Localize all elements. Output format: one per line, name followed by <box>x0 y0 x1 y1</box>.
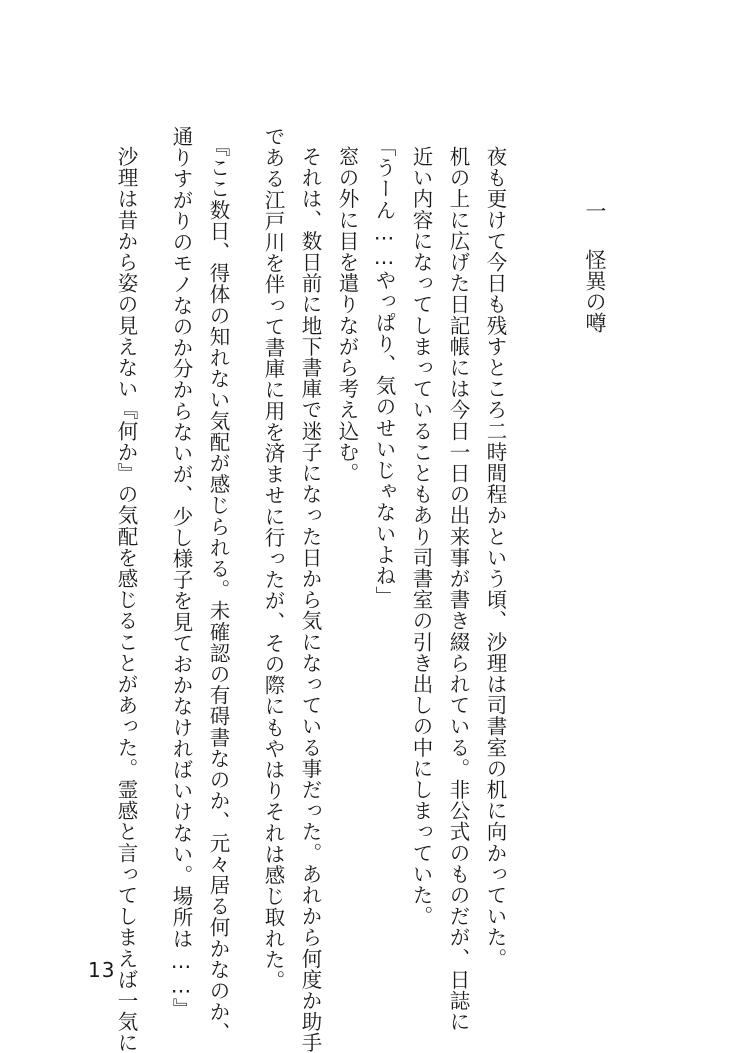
text-line-4: 「うーん……やっぱり、気のせいじゃないよね」 <box>372 136 396 608</box>
text-line-7: である江戸川を伴って書庫に用を済ませに行ったが、その際にもやはりそれは感じ取れた。 <box>261 126 285 992</box>
text-line-2: 机の上に広げた日記帳には今日一日の出来事が書き綴られている。非公式のものだが、日誌に <box>446 146 470 1033</box>
text-line-6: それは、数日前に地下書庫で迷子になった日から気になっている事だった。あれから何度か助手 <box>298 146 322 1053</box>
chapter-title: 怪異の噂 <box>583 249 607 333</box>
text-line-10: 沙理は昔から姿の見えない『何か』の気配を感じることがあった。霊感と言ってしまえば一気に <box>114 146 138 1053</box>
chapter-number: 一 <box>583 200 607 221</box>
text-line-8: 『ここ数日、得体の知れない気配が感じられる。未確認の有碍書なのか、元々居る何かなのか、 <box>206 136 230 1044</box>
text-line-3: 近い内容になってしまっていることもあり司書室の引き出しの中にしまっていた。 <box>409 146 433 927</box>
text-line-1: 夜も更けて今日も残すところ二時間程かという頃、沙理は司書室の机に向かっていた。 <box>483 146 507 969</box>
page-number: 13 <box>88 958 116 982</box>
text-line-9: 通りすがりのモノなのか分からないが、少し様子を見ておかなければいけない。場所は……』 <box>169 126 193 1020</box>
text-line-5: 窓の外に目を遣りながら考え込む。 <box>335 146 359 484</box>
chapter-heading <box>578 200 612 350</box>
